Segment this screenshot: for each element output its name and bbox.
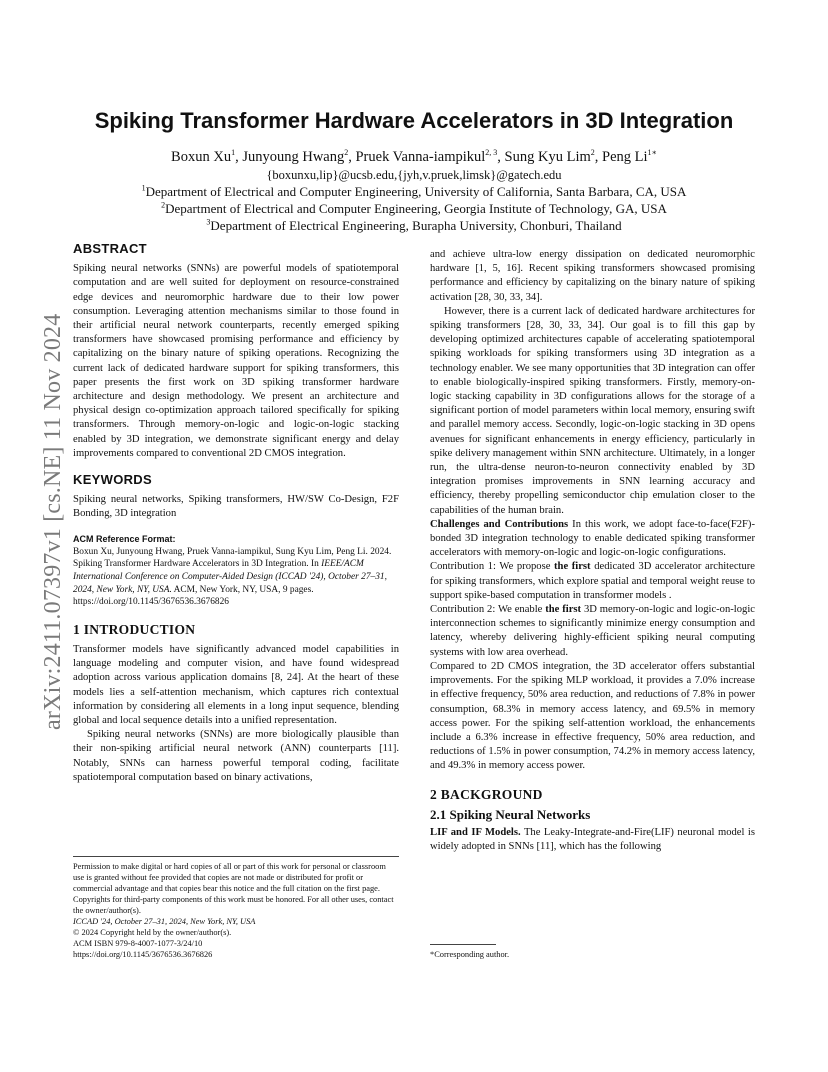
author-emails: {boxunxu,lip}@ucsb.edu,{jyh,v.pruek,limsk}@gatech.edu [266, 168, 562, 182]
author-list: Boxun Xu$^1$, Junyoung Hwang$^2$, Pruek Vanna-iampikul$^{2, 3}$, Sung Kyu Lim$^2$, Peng $Li^{1∗}$ [171, 148, 657, 165]
permission-footnote [73, 856, 399, 960]
footnote-copyright: © 2024 Copyright held by the owner/author(s). [73, 928, 232, 937]
challenges-paragraph [430, 518, 755, 561]
footnote-venue: ICCAD '24, October 27–31, 2024, New York, NY, USA [73, 917, 256, 926]
keywords-text: Spiking neural networks, Spiking transformers, HW/SW Co-Design, F2F Bonding, 3D integration [73, 494, 399, 520]
arxiv-identifier: arXiv:2411.07397v1 [cs.NE] 11 Nov 2024 [40, 313, 66, 730]
affiliation-mark: 3 [206, 217, 211, 227]
author-affil-mark: 2 [344, 148, 349, 158]
acm-reference-authors: Boxun Xu, Junyoung Hwang, Pruek Vanna-iampikul, Sung Kyu Lim, Peng Li. 2024. Spiking Transformer Hardware Accelerators in 3D Integration. In [73, 546, 392, 570]
contribution-text: dedicated 3D accelerator architecture for spiking transformers, which explore spatial and temporal weight reuse to support spike-based computation in transformer models . [430, 561, 756, 601]
affiliation [0, 217, 828, 234]
abstract-text: Spiking neural networks (SNNs) are powerful models of spatiotemporal computation and are well suited for deployment on resource-constrained edge devices and neuromorphic hardware due to their low power consumption. Leveraging attention mechanisms similar to those found in their artificial neural network counterparts, recently emerged spiking transformers have showcased promising performance and efficiency by capitalizing on the binary nature of spiking operations. Recognizing the current lack of dedicated hardware support for spiking transformers, this paper presents the first work on 3D spiking transformer hardware architecture and design methodology. We present an architecture and physical design co-optimization approach tailored specifically for spiking transformers. Through memory-on-logic and logic-on-logic stacking enabled by 3D integration, we demonstrate significant energy and delay improvements compared to conventional 2D CMOS integration. [73, 263, 399, 459]
author-name: Pruek Vanna-iampikul [355, 149, 486, 165]
lif-paragraph [430, 826, 755, 854]
comparison-paragraph: Compared to 2D CMOS integration, the 3D accelerator offers substantial improvements. For the spiking MLP workload, it provides a 7.0% increase in effective frequency, 50% area reduction, and reductions of 7.8% in power consumption, 68.3% in memory access latency, and 69.5% in memory access power. For the spiking self-attention workload, the enhancements include a 6.3% increase in effective frequency, 50% area reduction, and reductions of 1.5% in power consumption, 74.2% in memory access latency, and 49.3% in memory access power. [430, 660, 755, 772]
acm-reference [73, 546, 399, 609]
lif-run-head: LIF and IF Models. [430, 826, 521, 838]
right-column [430, 248, 755, 854]
affiliation-mark: 1 [141, 183, 146, 193]
footnote-isbn: ACM ISBN 979-8-4007-1077-3/24/10 [73, 939, 203, 948]
acm-reference-tail: ACM, New York, NY, USA, 9 pages. https://doi.org/10.1145/3676536.3676826 [73, 584, 314, 608]
acm-reference-venue: IEEE/ACM International Conference on Computer-Aided Design (ICCAD '24), October 27–31, 2024, New York, NY, USA. [73, 559, 387, 595]
affiliation-text: Department of Electrical and Computer Engineering, University of California, Santa Barbara, CA, USA [145, 184, 687, 199]
author-name: Junyoung Hwang [242, 149, 345, 165]
contribution-text: Contribution 2: We enable [430, 604, 546, 616]
footnote-rule [430, 944, 496, 945]
affiliation-text: Department of Electrical Engineering, Burapha University, Chonburi, Thailand [210, 218, 622, 233]
author-affil-mark: 2 [590, 148, 595, 158]
author-name: Peng Li [602, 149, 648, 165]
keywords-heading: KEYWORDS [73, 472, 152, 488]
author-affil-mark: 1∗ [647, 148, 657, 158]
body-paragraph: and achieve ultra-low energy dissipation on dedicated neuromorphic hardware [1, 5, 16]. Recent spiking transformers showcased promising performance and efficiency by capitalizing on the binary nature of spiking activation [28, 30, 33, 34]. [430, 249, 755, 303]
paper-title: Spiking Transformer Hardware Accelerators in 3D Integration [94, 108, 734, 133]
affiliation [0, 200, 828, 217]
author-affil-mark: 2, 3 [485, 148, 498, 158]
permission-text: Permission to make digital or hard copies of all or part of this work for personal or classroom use is granted without fee provided that copies are not made or distributed for profit or commercial advantage and that copies bear this notice and the full citation on the first page. Copyrights for third-party components of this work must be honored. For all other uses, contact the owner/author(s). [73, 862, 394, 915]
abstract-heading: ABSTRACT [73, 241, 147, 256]
contribution-text: 3D memory-on-logic and logic-on-logic interconnection schemes to significantly minimize energy consumption and latency, whereby delivering highly-efficient spiking neural computing systems with low area overhead. [430, 604, 755, 658]
snn-subheading: 2.1 Spiking Neural Networks [430, 806, 591, 822]
affiliations [0, 183, 828, 234]
challenges-text: In this work, we adopt face-to-face(F2F)-bonded 3D integration technology to enable dedicated spiking transformer accelerators with memory-on-logic and logic-on-logic configurations. [430, 518, 755, 559]
challenges-run-head: Challenges and Contributions [430, 518, 569, 530]
corresponding-author-note: *Corresponding author. [430, 950, 510, 959]
contribution-emphasis: the first [545, 604, 582, 616]
affiliation-mark: 2 [161, 200, 166, 210]
author-affil-mark: 1 [231, 148, 236, 158]
contribution-emphasis: the first [554, 561, 591, 573]
affiliation [0, 183, 828, 200]
footnote-doi[interactable]: https://doi.org/10.1145/3676536.3676826 [73, 950, 213, 959]
affiliation-text: Department of Electrical and Computer Engineering, Georgia Institute of Technology, GA, USA [165, 201, 667, 216]
body-paragraph: However, there is a current lack of dedicated hardware architectures for spiking transformers [28, 30, 33, 34]. Our goal is to fill this gap by developing optimized architectures capable of accelerating spatiotemporal spiking workloads for spiking transformers using 3D integration as a technology enabler. We see many opportunities that 3D integration can offer to enable biologically-inspired spiking transformers. Firstly, memory-on-logic stacking capability in 3D configurations allows for the storage of a significant portion of model parameters within local memory, ensuring swift and parallel memory access. Secondly, logic-on-logic stacking in 3D opens avenues for significant enhancements in energy efficiency, particularly in spike delivery management within SNN architecture. Ultimately, in a longer run, the ultra-dense neuron-to-neuron connectivity enabled by 3D integration promises improvements in SNN learning accuracy and efficiency, thereby propelling semiconductor chip emulation closer to the capabilities of the human brain. [430, 305, 755, 516]
intro-paragraph: Spiking neural networks (SNNs) are more biologically plausible than their non-spiking artificial neural network (ANN) counterparts [11]. Notably, SNNs can harness powerful temporal coding, facilitate spatiotemporal computation based on binary activations, [73, 729, 399, 783]
contribution-text: Contribution 1: We propose [430, 561, 555, 573]
contribution-2 [430, 603, 755, 660]
author-name: Boxun Xu [171, 149, 232, 165]
contribution-1 [430, 560, 755, 603]
intro-paragraph: Transformer models have significantly advanced model capabilities in language modeling and computer vision, and have found widespread adoption across various application domains [8, 24]. At the heart of these models lies a self-attention mechanism, which captures rich contextual information by considering all elements in a long input sequence, blending global and local sequence details into a unified representation. [73, 644, 399, 727]
acm-reference-label: ACM Reference Format: [73, 533, 176, 544]
intro-heading: 1 INTRODUCTION [73, 621, 196, 637]
lif-text: The Leaky-Integrate-and-Fire(LIF) neuronal model is widely adopted in SNNs [11], which has the following [430, 826, 755, 853]
background-heading: 2 BACKGROUND [430, 786, 543, 802]
left-column [73, 242, 399, 785]
corresponding-footnote [430, 944, 756, 960]
author-name: Sung Kyu Lim [504, 149, 591, 165]
